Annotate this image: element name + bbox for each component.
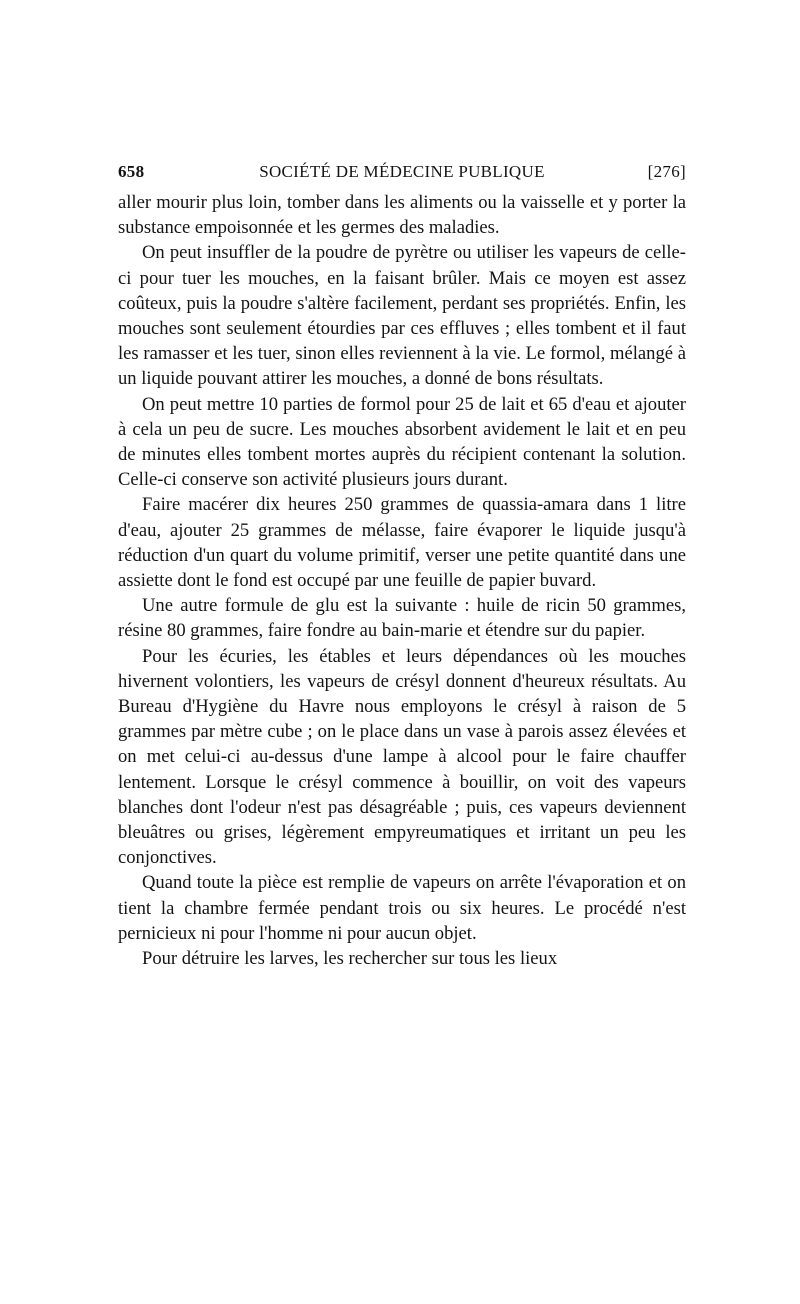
page-number: 658 [118, 162, 145, 181]
page-reference: [276] [647, 162, 686, 181]
book-page [118, 160, 686, 971]
running-header [118, 160, 686, 184]
paragraph: On peut mettre 10 parties de formol pour 25 de lait et 65 d'eau et ajouter à cela un peu de sucre. Les mouches absorbent avidement le lait et en peu de minutes elles tombent mortes auprès du récipient contenant la solution. Celle-ci conserve son activité plusieurs jours durant. [118, 393, 686, 491]
paragraph: On peut insuffler de la poudre de pyrètre ou utiliser les vapeurs de celle-ci pour tuer les mouches, en la faisant brûler. Mais ce moyen est assez coûteux, puis la poudre s'altère facilement, perdant ses propriétés. Enfin, les mouches sont seulement étourdies par ces effluves ; elles tombent et il faut les ramasser et les tuer, sinon elles reviennent à la vie. Le formol, mélangé à un liquide pouvant attirer les mouches, a donné de bons résultats. [118, 242, 686, 390]
paragraph: Une autre formule de glu est la suivante : huile de ricin 50 grammes, résine 80 grammes, faire fondre au bain-marie et étendre sur du papier. [118, 595, 686, 642]
paragraph: Pour les écuries, les étables et leurs dépendances où les mouches hivernent volontiers, les vapeurs de crésyl donnent d'heureux résultats. Au Bureau d'Hygiène du Havre nous employons le crésyl à raison de 5 grammes par mètre cube ; on le place dans un vase à parois assez élevées et on met celui-ci au-dessus d'une lampe à alcool pour le faire chauffer lentement. Lorsque le crésyl commence à bouillir, on voit des vapeurs blanches dont l'odeur n'est pas désagréable ; puis, ces vapeurs deviennent bleuâtres ou grises, légèrement empyreumatiques et irritant un peu les conjonctives. [118, 645, 686, 869]
paragraph-last: Pour détruire les larves, les rechercher sur tous les lieux [142, 948, 558, 970]
paragraph-continued: aller mourir plus loin, tomber dans les aliments ou la vaisselle et y porter la substance empoisonnée et les germes des maladies. [118, 192, 686, 239]
running-title: SOCIÉTÉ DE MÉDECINE PUBLIQUE [259, 162, 545, 181]
paragraph: Quand toute la pièce est remplie de vapeurs on arrête l'évaporation et on tient la chambre fermée pendant trois ou six heures. Le procédé n'est pernicieux ni pour l'homme ni pour aucun objet. [118, 872, 686, 944]
paragraph: Faire macérer dix heures 250 grammes de quassia-amara dans 1 litre d'eau, ajouter 25 grammes de mélasse, faire évaporer le liquide jusqu'à réduction d'un quart du volume primitif, verser une petite quantité dans une assiette dont le fond est occupé par une feuille de papier buvard. [118, 494, 686, 592]
body-text [118, 190, 686, 971]
